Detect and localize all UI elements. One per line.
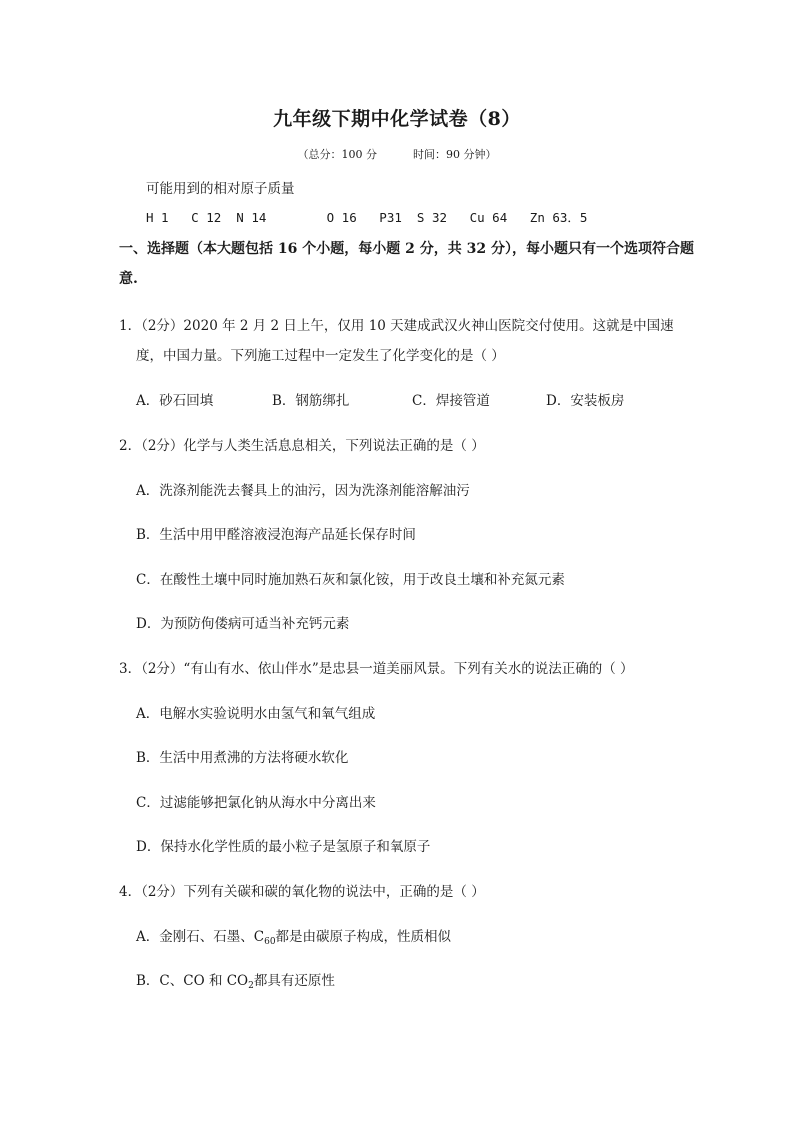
section-heading: 一、选择题（本大题包括 16 个小题，每小题 2 分，共 32 分），每小题只有一个选项符合题 bbox=[119, 241, 694, 257]
question-3-option-d: D．保持水化学性质的最小粒子是氢原子和氧原子 bbox=[136, 839, 431, 855]
section-heading-cont: 意. bbox=[119, 271, 138, 287]
exam-title: 九年级下期中化学试卷（8） bbox=[273, 108, 521, 130]
question-3-option-b: B．生活中用煮沸的方法将硬水软化 bbox=[136, 750, 349, 766]
question-4-option-a bbox=[136, 925, 451, 947]
option-a: A．砂石回填 bbox=[136, 393, 214, 409]
option-a-text-2: 都是由碳原子构成，性质相似 bbox=[275, 929, 452, 945]
atomic-mass-values: H 1 C 12 N 14 O 16 P31 S 32 Cu 64 Zn 63．5 bbox=[146, 210, 588, 225]
option-a-text-1: A．金刚石、石墨、C bbox=[136, 929, 265, 945]
question-1-cont: 度，中国力量。下列施工过程中一定发生了化学变化的是（ ） bbox=[136, 348, 505, 364]
exam-meta bbox=[0, 146, 794, 162]
question-2-option-d: D．为预防佝偻病可适当补充钙元素 bbox=[136, 616, 350, 632]
option-a-subscript: 60 bbox=[264, 937, 276, 947]
exam-time: 时间：90 分钟） bbox=[413, 148, 497, 161]
atomic-mass-label: 可能用到的相对原子质量 bbox=[146, 181, 295, 197]
question-2: 2．（2分）化学与人类生活息息相关，下列说法正确的是（ ） bbox=[119, 438, 485, 454]
question-2-option-c: C．在酸性土壤中同时施加熟石灰和氯化铵，用于改良土壤和补充氮元素 bbox=[136, 572, 565, 588]
option-b: B．钢筋绑扎 bbox=[272, 393, 350, 409]
option-c: C．焊接管道 bbox=[412, 393, 490, 409]
question-3-option-c: C．过滤能够把氯化钠从海水中分离出来 bbox=[136, 795, 376, 811]
question-1: 1．（2分）2020 年 2 月 2 日上午，仅用 10 天建成武汉火神山医院交付使用。这就是中国速 bbox=[119, 318, 674, 334]
option-b-subscript: 2 bbox=[248, 981, 254, 991]
question-3: 3．（2分）“有山有水、依山伴水”是忠县一道美丽风景。下列有关水的说法正确的（ ） bbox=[119, 661, 634, 677]
option-d: D．安装板房 bbox=[546, 393, 625, 409]
question-3-option-a: A．电解水实验说明水由氢气和氧气组成 bbox=[136, 706, 376, 722]
option-b-text-1: B．C、CO 和 CO bbox=[136, 973, 249, 989]
total-score: （总分：100 分 bbox=[297, 148, 377, 161]
question-2-option-b: B．生活中用甲醛溶液浸泡海产品延长保存时间 bbox=[136, 527, 416, 543]
question-2-option-a: A．洗涤剂能洗去餐具上的油污，因为洗涤剂能溶解油污 bbox=[136, 483, 470, 499]
option-b-text-2: 都具有还原性 bbox=[253, 973, 335, 989]
question-4: 4．（2分）下列有关碳和碳的氧化物的说法中，正确的是（ ） bbox=[119, 884, 485, 900]
question-1-options bbox=[136, 389, 624, 409]
question-4-option-b bbox=[136, 969, 335, 991]
